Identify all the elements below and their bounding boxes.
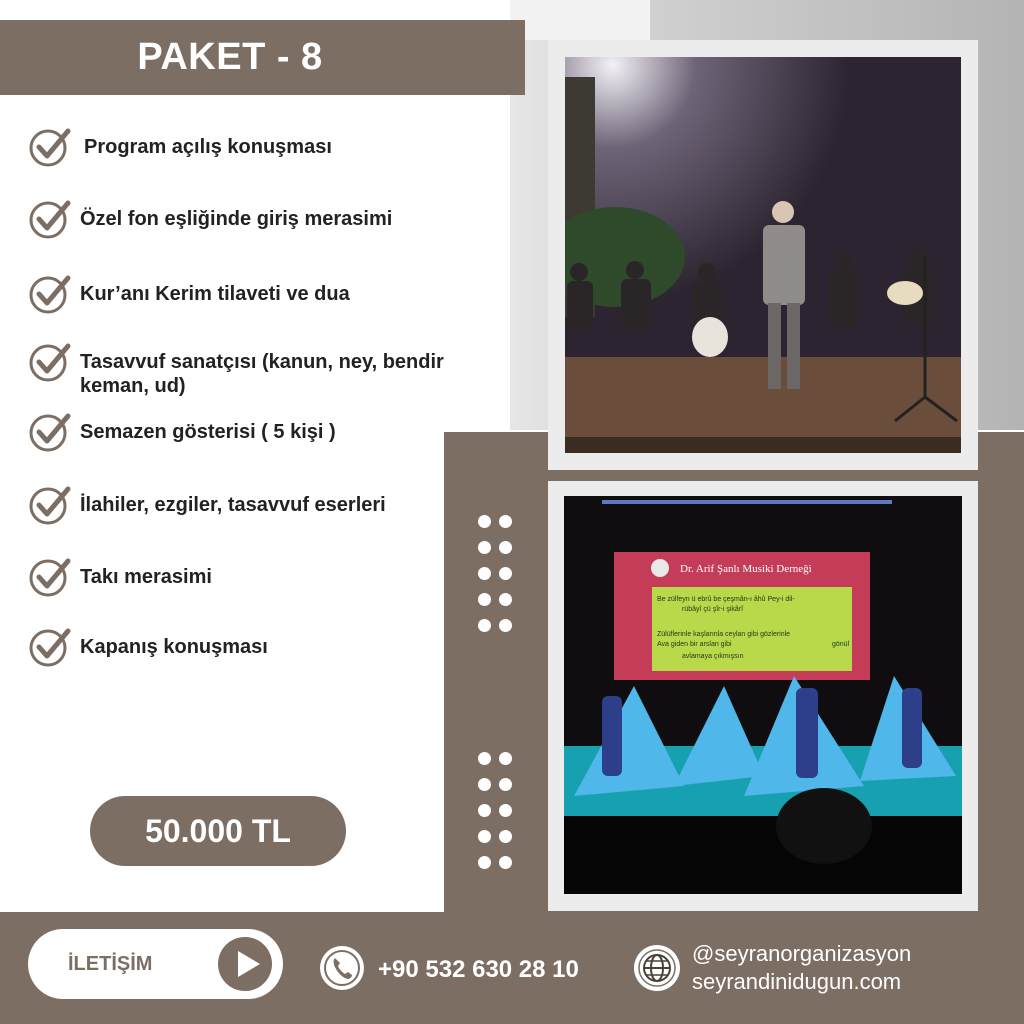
social-info — [692, 940, 911, 996]
check-icon — [28, 410, 72, 454]
price-badge: 50.000 TL — [90, 796, 346, 866]
list-item — [28, 125, 508, 169]
play-button[interactable] — [218, 937, 272, 991]
list-item — [28, 272, 508, 316]
screen-line: avlamaya çıkmışsın — [682, 653, 744, 660]
check-icon — [28, 625, 72, 669]
list-item-line: Tasavvuf sanatçısı (kanun, ney, bendir — [80, 351, 444, 373]
screen-line: Ava giden bir arslan gibi — [657, 641, 732, 648]
screen-line: Be zülfeyn ü ebrû be çeşmân-ı âhû Pey-i dil- — [657, 596, 795, 603]
list-item-label: Kapanış konuşması — [80, 636, 268, 658]
screen-line: rübâyî çü şîr-i şikârî — [682, 606, 744, 613]
check-icon — [28, 483, 72, 527]
list-item-label: Program açılış konuşması — [84, 136, 332, 158]
globe-icon — [632, 943, 682, 993]
page-title: PAKET - 8 — [137, 36, 323, 78]
list-item-label — [80, 340, 444, 398]
list-item-label: Semazen gösterisi ( 5 kişi ) — [80, 421, 336, 443]
dots-decoration — [474, 515, 518, 645]
list-item-label: Özel fon eşliğinde giriş merasimi — [80, 208, 393, 230]
check-icon — [28, 272, 72, 316]
list-item — [28, 410, 508, 454]
check-icon — [28, 197, 72, 241]
play-icon — [218, 937, 272, 991]
list-item — [28, 483, 508, 527]
list-item-line: keman, ud) — [80, 375, 186, 397]
list-item — [28, 555, 508, 599]
list-item — [28, 197, 508, 241]
background-light-strip — [510, 0, 650, 40]
dots-decoration — [474, 752, 518, 882]
screen-line: gönül — [832, 641, 850, 648]
list-item-label: İlahiler, ezgiler, tasavvuf eserleri — [80, 494, 386, 516]
sema-photo-illustration — [564, 496, 962, 894]
website-link[interactable]: seyrandinidugun.com — [692, 969, 902, 994]
phone-icon — [318, 944, 366, 992]
concert-photo-illustration — [565, 57, 961, 453]
check-icon — [28, 125, 72, 169]
list-item-label: Takı merasimi — [80, 566, 212, 588]
sema-photo — [564, 496, 962, 894]
list-item — [28, 340, 508, 398]
list-item — [28, 625, 508, 669]
phone-number[interactable]: +90 532 630 28 10 — [378, 956, 579, 983]
concert-photo — [565, 57, 961, 453]
social-handle[interactable]: @seyranorganizasyon — [692, 941, 912, 966]
list-item-label: Kur’anı Kerim tilaveti ve dua — [80, 283, 350, 305]
check-icon — [28, 555, 72, 599]
contact-label[interactable]: İLETİŞİM — [68, 953, 153, 975]
check-icon — [28, 340, 72, 384]
screen-line: Zülüflerinle kaşlarınla ceylan gibi gözlerinle — [657, 631, 791, 638]
screen-heading: Dr. Arif Şanlı Musiki Derneği — [680, 563, 812, 575]
